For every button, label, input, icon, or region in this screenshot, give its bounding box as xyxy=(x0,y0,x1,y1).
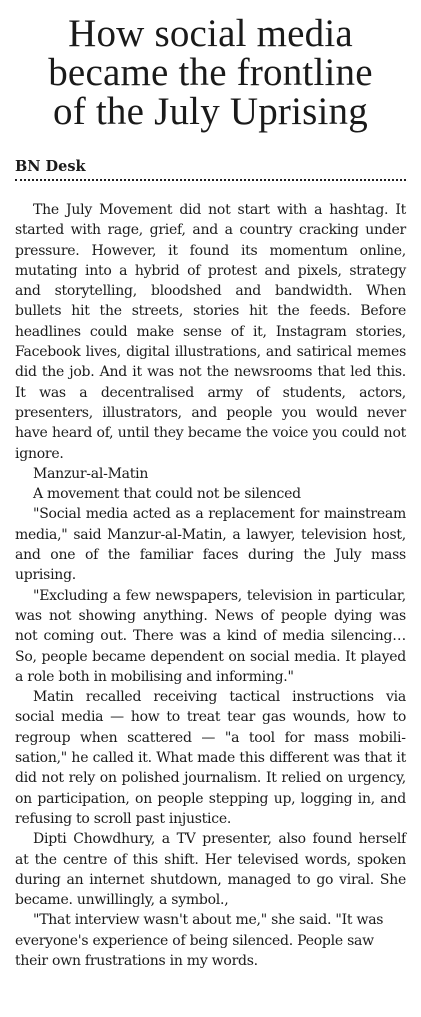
dotted-divider xyxy=(15,179,406,181)
body-paragraph: "That interview wasn't about me," she said. "It was everyone's experience of being silenced. People saw their own frustrations in my words. xyxy=(15,912,384,969)
headline-line: How social media xyxy=(68,12,353,55)
headline-line: of the July Uprising xyxy=(53,90,368,133)
body-paragraph: Dipti Chowdhury, a TV presenter, also found herself at the centre of this shift. Her televised words, spoken during an internet shutdown, managed to go viral. She became. unwillingly, a symbol., xyxy=(15,831,406,909)
headline xyxy=(0,14,421,131)
headline-line: became the frontline xyxy=(48,51,373,94)
body-paragraph: Matin recalled receiving tactical instructions via social media — how to treat tear gas wounds, how to regroup when scattered — "a tool for mass mobilisation," he called it. What made this different was that it did not rely on polished journalism. It relied on urgency, on participation, on people stepping up, logging in, and refusing to scroll past injustice. xyxy=(15,689,406,827)
article-body xyxy=(15,200,406,971)
photo-caption: Manzur-al-Matin xyxy=(33,465,149,482)
body-paragraph: The July Movement did not start with a hashtag. It started with rage, grief, and a country cracking under pressure. However, it found its momentum online, mutating into a hybrid of protest and pixels, strategy and storytelling, bloodshed and bandwidth. When bullets hit the streets, stories hit the feeds. Before headlines could make sense of it, Instagram stories, Facebook lives, digital illustrations, and satirical memes did the job. And it was not the newsrooms that led this. It was a decentralised army of students, actors, presenters, illustrators, and people you would never have heard of, until they became the voice you could not ignore. xyxy=(15,202,406,462)
byline: BN Desk xyxy=(15,158,86,175)
subheading: A movement that could not be silenced xyxy=(33,486,301,503)
body-paragraph: "Social media acted as a replacement for mainstream media," said Manzur-al-Matin, a lawyer, television host, and one of the familiar faces during the July mass uprising. xyxy=(15,506,406,584)
body-paragraph: "Excluding a few newspapers, television in particular, was not showing anything. News of people dying was not coming out. There was a kind of media silencing… So, people became dependent on social media. It played a role both in mobilising and informing." xyxy=(15,587,406,685)
